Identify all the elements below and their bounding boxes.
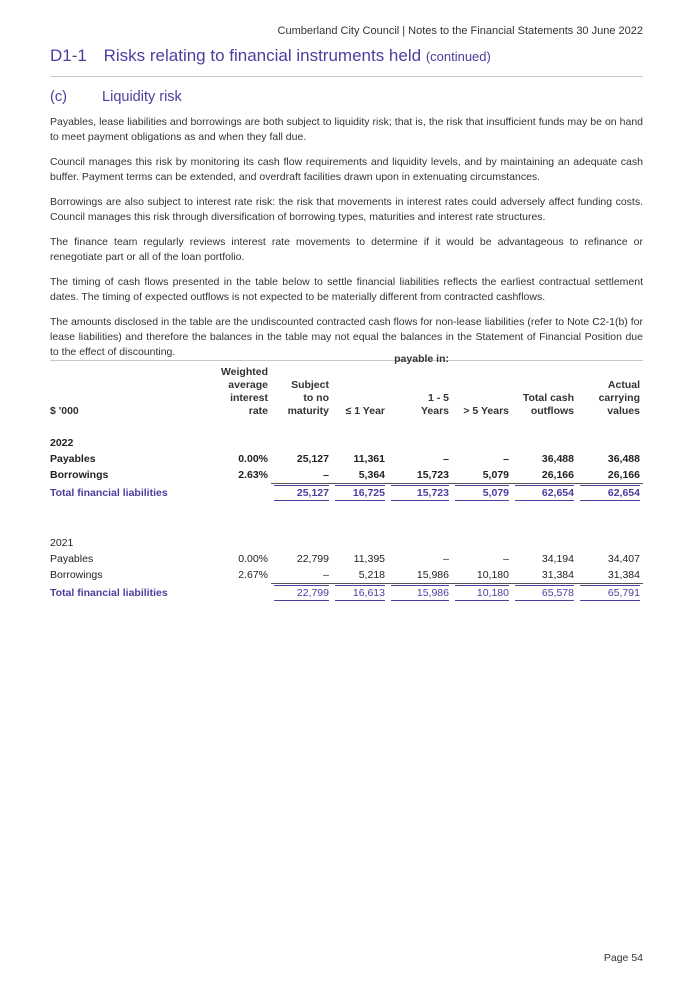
rate-header-line: Weighted — [220, 366, 268, 378]
table-top-divider — [50, 360, 643, 361]
no-maturity-header-line: Subject — [291, 379, 329, 391]
carrying-total — [577, 584, 643, 603]
liquidity-table — [50, 353, 643, 602]
year-label: 2021 — [50, 537, 74, 549]
paragraph: Council manages this risk by monitoring its cash flow requirements and liquidity levels, and by maintaining an adequate cash buffer. Payment terms can be extended, and overdraft facilities drawn upon in extenuating circumstances. — [50, 156, 643, 183]
y1-5-cell: – — [443, 553, 449, 565]
paragraph: The amounts disclosed in the table are the undiscounted contracted cash flows for non-lease liabilities (refer to Note C2-1(b) for lease liabilities) and therefore the balances in the table may not equal the balances in the Statement of Financial Position due to the effect of discounting. — [50, 316, 643, 358]
total-row — [50, 484, 643, 503]
no-maturity-total — [271, 484, 332, 503]
note-number: D1-1 — [50, 46, 87, 65]
no-maturity-cell: – — [271, 567, 332, 584]
total-total-value: 65,578 — [515, 585, 574, 601]
total-cell: 26,166 — [512, 467, 577, 484]
lt1-total-value: 16,725 — [335, 485, 385, 501]
gt5-total-value: 10,180 — [455, 585, 509, 601]
lt1-total — [332, 584, 388, 603]
total-row — [50, 584, 643, 603]
section-heading — [50, 89, 182, 105]
lt1-total — [332, 484, 388, 503]
table-row — [50, 567, 643, 584]
payable-in-group-header: payable in: — [394, 353, 449, 365]
rate-cell: 0.00% — [238, 453, 268, 465]
section-title: Liquidity risk — [102, 89, 182, 105]
total-header — [512, 366, 577, 424]
no-maturity-total — [271, 584, 332, 603]
table-header-row — [50, 366, 643, 424]
lt1-header: ≤ 1 Year — [345, 405, 385, 417]
y1-5-header — [388, 353, 452, 424]
title-divider — [50, 76, 643, 77]
paragraph: The timing of cash flows presented in the table below to settle financial liabilities reflects the earliest contractual settlement dates. The timing of expected outflows is not expected to be materially different from contracted cashflows. — [50, 276, 643, 303]
year-row — [50, 524, 643, 551]
y1-5-total-value: 15,986 — [391, 585, 449, 601]
paragraph: Payables, lease liabilities and borrowings are both subject to liquidity risk; that is, the risk that insufficient funds may be on hand to meet payment obligations as and when they fall due. — [50, 116, 643, 143]
gt5-cell: – — [503, 553, 509, 565]
rate-header-line: interest — [230, 392, 268, 404]
lt1-cell: 11,395 — [353, 553, 385, 565]
y1-5-cell: – — [443, 453, 449, 465]
page-number: Page 54 — [603, 952, 643, 964]
carrying-total-value: 62,654 — [580, 485, 640, 501]
no-maturity-total-value: 22,799 — [274, 585, 329, 601]
carrying-header-line: Actual — [607, 379, 640, 391]
carrying-cell: 26,166 — [577, 467, 643, 484]
table-row — [50, 451, 643, 467]
no-maturity-cell: – — [271, 467, 332, 484]
rate-cell: 0.00% — [238, 553, 268, 565]
y1-5-cell: 15,723 — [388, 467, 452, 484]
unit-header: $ '000 — [50, 405, 79, 417]
carrying-total — [577, 484, 643, 503]
table-row — [50, 551, 643, 567]
gt5-cell: 5,079 — [452, 467, 512, 484]
total-header-line: Total cash — [522, 392, 574, 404]
lt1-cell: 11,361 — [353, 453, 385, 465]
carrying-header — [577, 366, 643, 424]
y1-5-total — [388, 584, 452, 603]
total-cell: 36,488 — [541, 453, 574, 465]
no-maturity-total-value: 25,127 — [274, 485, 329, 501]
running-header: Cumberland City Council | Notes to the Financial Statements 30 June 2022 — [277, 25, 643, 37]
no-maturity-header-line: to no — [303, 392, 329, 404]
total-cell: 31,384 — [512, 567, 577, 584]
rate-cell: 2.67% — [238, 569, 268, 582]
year-row — [50, 424, 643, 451]
row-label: Payables — [50, 453, 96, 465]
total-label: Total financial liabilities — [50, 586, 168, 599]
carrying-cell: 31,384 — [577, 567, 643, 584]
gt5-total-value: 5,079 — [455, 485, 509, 501]
carrying-header-line: carrying — [598, 392, 640, 404]
y1-5-header-line: Years — [420, 405, 449, 417]
note-title-text: Risks relating to financial instruments held — [103, 46, 422, 65]
gt5-cell: 10,180 — [452, 567, 512, 584]
total-total — [512, 584, 577, 603]
row-label: Borrowings — [50, 569, 103, 582]
total-total — [512, 484, 577, 503]
section-letter: (c) — [50, 89, 67, 105]
total-header-line: outflows — [530, 405, 574, 417]
year-label: 2022 — [50, 437, 74, 449]
paragraph: The finance team regularly reviews interest rate movements to determine if it would be advantageous to refinance or renegotiate part or all of the loan portfolio. — [50, 236, 643, 263]
rate-header-line: rate — [248, 405, 268, 417]
no-maturity-header — [271, 366, 332, 424]
total-total-value: 62,654 — [515, 485, 574, 501]
rate-header — [198, 366, 271, 424]
carrying-cell: 36,488 — [607, 453, 640, 465]
total-label: Total financial liabilities — [50, 486, 168, 499]
y1-5-header-line: 1 - 5 — [427, 392, 449, 404]
gt5-header: > 5 Years — [463, 405, 509, 417]
lt1-cell: 5,364 — [332, 467, 388, 484]
continued-label: (continued) — [425, 49, 491, 64]
y1-5-total-value: 15,723 — [391, 485, 449, 501]
paragraph: Borrowings are also subject to interest rate risk: the risk that movements in interest rates could adversely affect funding costs. Council manages this risk through diversification of borrowing types, maturities and interest rate structures. — [50, 196, 643, 223]
rate-header-line: average — [228, 379, 268, 391]
row-label: Payables — [50, 553, 94, 565]
carrying-header-line: values — [607, 405, 640, 417]
body-text — [50, 115, 643, 370]
lt1-cell: 5,218 — [332, 567, 388, 584]
y1-5-cell: 15,986 — [388, 567, 452, 584]
page-title — [50, 46, 491, 66]
table-row — [50, 467, 643, 484]
carrying-cell: 34,407 — [607, 553, 640, 565]
rate-cell: 2.63% — [238, 469, 268, 482]
row-label: Borrowings — [50, 469, 109, 482]
no-maturity-cell: 25,127 — [296, 453, 329, 465]
lt1-total-value: 16,613 — [335, 585, 385, 601]
gt5-total — [452, 584, 512, 603]
no-maturity-header-line: maturity — [287, 405, 329, 417]
total-cell: 34,194 — [541, 553, 574, 565]
no-maturity-cell: 22,799 — [296, 553, 329, 565]
gt5-cell: – — [503, 453, 509, 465]
y1-5-total — [388, 484, 452, 503]
gt5-total — [452, 484, 512, 503]
carrying-total-value: 65,791 — [580, 585, 640, 601]
